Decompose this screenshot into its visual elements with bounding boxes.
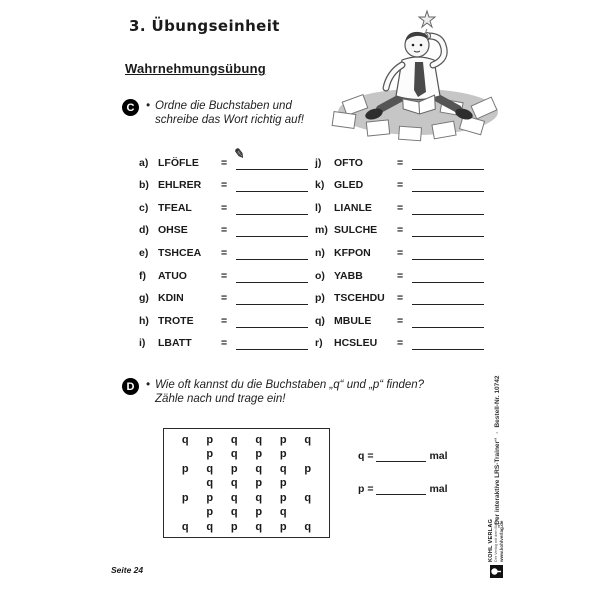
equals-sign: =: [397, 201, 404, 214]
item-label: r): [315, 337, 323, 350]
scrambled-letters: OFTO: [334, 156, 363, 169]
scramble-item: [139, 144, 308, 170]
scramble-item: [139, 260, 308, 283]
confused-student-illustration: [330, 8, 505, 143]
item-label: d): [139, 224, 149, 237]
item-label: a): [139, 156, 149, 169]
scramble-item: [315, 305, 484, 328]
equals-sign: =: [397, 224, 404, 237]
grid-letter: q: [230, 448, 238, 460]
grid-letter: p: [181, 462, 189, 475]
grid-letter: p: [206, 506, 214, 518]
grid-letter: p: [255, 477, 263, 489]
scrambled-letters: SULCHE: [334, 224, 378, 237]
equals-sign: =: [397, 314, 404, 327]
answer-blank[interactable]: [236, 292, 308, 305]
answer-blank[interactable]: [412, 292, 484, 305]
equals-sign: =: [221, 156, 228, 169]
grid-letter: q: [206, 520, 214, 533]
scramble-item: [315, 237, 484, 260]
equals-sign: =: [221, 201, 228, 214]
scramble-item: [139, 192, 308, 215]
page-number: Seite 24: [111, 565, 144, 575]
scrambled-letters: GLED: [334, 179, 364, 192]
scrambled-letters: KFPON: [334, 246, 371, 259]
equals-sign: =: [221, 292, 228, 305]
grid-letter: q: [279, 462, 287, 475]
scrambled-letters: MBULE: [334, 314, 372, 327]
separator: ·: [494, 431, 501, 434]
equals-sign: =: [397, 156, 404, 169]
item-label: m): [315, 224, 328, 237]
scrambled-letters: TSHCEA: [158, 246, 202, 259]
item-label: i): [139, 337, 146, 350]
grid-letter: p: [230, 520, 238, 533]
answer-unit: mal: [429, 483, 448, 495]
scramble-item: [139, 305, 308, 328]
grid-letter: p: [230, 462, 238, 475]
scramble-items-right: [315, 147, 484, 350]
scramble-item: [315, 192, 484, 215]
answer-unit: mal: [429, 450, 448, 462]
grid-letter: p: [255, 506, 263, 518]
grid-letter: p: [255, 448, 263, 460]
grid-letter: p: [279, 477, 287, 489]
grid-letter: q: [255, 491, 263, 504]
kohl-tree-icon: [490, 565, 503, 578]
equals-sign: =: [221, 314, 228, 327]
item-label: k): [315, 179, 325, 192]
item-label: l): [315, 201, 322, 214]
answer-blank[interactable]: [236, 202, 308, 215]
answer-blank[interactable]: [412, 337, 484, 350]
item-label: o): [315, 269, 325, 282]
scramble-item: [315, 215, 484, 238]
equals-sign: =: [221, 269, 228, 282]
scrambled-letters: TSCEHDU: [334, 292, 385, 305]
answer-blank[interactable]: [412, 247, 484, 260]
answer-label: p =: [358, 483, 374, 495]
grid-letter: q: [255, 520, 263, 533]
answer-blank[interactable]: [412, 179, 484, 192]
equals-sign: =: [221, 224, 228, 237]
grid-letter: q: [304, 491, 312, 504]
scrambled-letters: EHLRER: [158, 179, 202, 192]
scramble-item: [315, 170, 484, 193]
bullet: •: [146, 100, 151, 112]
grid-letter: p: [206, 491, 214, 504]
answer-blank[interactable]: [376, 483, 426, 495]
grid-letter: q: [181, 433, 189, 446]
answer-blank[interactable]: [236, 247, 308, 260]
instruction-line1: Ordne die Buchstaben und: [155, 100, 292, 112]
scrambled-letters: YABB: [334, 269, 363, 282]
qp-grid-row: [173, 448, 320, 460]
answer-blank[interactable]: [412, 157, 484, 170]
grid-letter: p: [279, 433, 287, 446]
answer-blank[interactable]: [236, 224, 308, 237]
equals-sign: =: [397, 292, 404, 305]
grid-letter: q: [255, 462, 263, 475]
qp-grid: [163, 428, 330, 538]
scramble-items-left: [139, 144, 308, 350]
qp-grid-row: [173, 434, 320, 446]
item-label: c): [139, 201, 149, 214]
equals-sign: =: [221, 179, 228, 192]
section-c-instruction: [146, 100, 304, 127]
item-label: h): [139, 314, 149, 327]
answer-blank[interactable]: [236, 270, 308, 283]
item-label: j): [315, 156, 322, 169]
bullet: •: [146, 379, 151, 391]
instruction-line1: Wie oft kannst du die Buchstaben „q“ und „p“ finden?: [155, 379, 425, 391]
scramble-item: [139, 170, 308, 193]
equals-sign: =: [397, 269, 404, 282]
scrambled-letters: LFÖFLE: [158, 156, 199, 169]
page-title: 3. Übungseinheit: [129, 17, 280, 35]
scramble-item: [139, 215, 308, 238]
answer-blank[interactable]: [412, 224, 484, 237]
publisher-url: www.kohlverlag.de: [498, 520, 504, 562]
qp-grid-row: [173, 463, 320, 475]
grid-letter: q: [230, 477, 238, 489]
scramble-item: [315, 147, 484, 170]
grid-letter: q: [206, 477, 214, 489]
equals-sign: =: [221, 337, 228, 350]
scramble-item: [139, 283, 308, 306]
pencil-icon: ✎: [233, 144, 246, 162]
item-label: q): [315, 314, 325, 327]
grid-letter: q: [181, 520, 189, 533]
scramble-item: [315, 328, 484, 351]
item-label: e): [139, 246, 149, 259]
grid-letter: q: [230, 433, 238, 446]
answer-blank[interactable]: [236, 315, 308, 328]
grid-letter: q: [279, 506, 287, 518]
grid-letter: q: [255, 433, 263, 446]
section-heading: Wahrnehmungsübung: [125, 61, 266, 76]
item-label: b): [139, 179, 149, 192]
item-label: n): [315, 246, 325, 259]
equals-sign: =: [397, 246, 404, 259]
publisher-tagline: Der Verlag mit dem Baum: [494, 518, 499, 562]
grid-letter: q: [230, 506, 238, 518]
grid-letter: p: [206, 448, 214, 460]
answer-blank[interactable]: [412, 202, 484, 215]
answer-label: q =: [358, 450, 374, 462]
grid-letter: p: [206, 433, 214, 446]
equals-sign: =: [397, 337, 404, 350]
scrambled-letters: ATUO: [158, 269, 187, 282]
equals-sign: =: [221, 246, 228, 259]
qp-grid-row: [173, 506, 320, 518]
section-d-instruction: [146, 379, 476, 406]
item-label: p): [315, 292, 325, 305]
grid-letter: p: [279, 448, 287, 460]
grid-letter: q: [304, 433, 312, 446]
order-number: Bestell-Nr. 10742: [494, 375, 501, 428]
item-label: f): [139, 269, 146, 282]
grid-letter: p: [279, 520, 287, 533]
star-icon: [419, 11, 435, 27]
scramble-item: [315, 283, 484, 306]
publisher-logo: [484, 506, 508, 578]
scrambled-letters: KDIN: [158, 292, 184, 305]
scrambled-letters: TFEAL: [158, 201, 192, 214]
scramble-item: [139, 237, 308, 260]
instruction-line2: schreibe das Wort richtig auf!: [155, 113, 304, 126]
qp-grid-row: [173, 492, 320, 504]
grid-letter: p: [181, 491, 189, 504]
grid-letter: q: [304, 520, 312, 533]
grid-letter: p: [279, 491, 287, 504]
section-d-badge: D: [122, 378, 139, 395]
grid-letter: p: [304, 462, 312, 475]
scrambled-letters: LIANLE: [334, 201, 372, 214]
qp-grid-row: [173, 521, 320, 533]
scramble-item: [315, 260, 484, 283]
answer-blank[interactable]: [376, 450, 426, 462]
answer-blank[interactable]: [236, 179, 308, 192]
scramble-item: [139, 328, 308, 351]
section-c-badge: C: [122, 99, 139, 116]
grid-letter: q: [230, 491, 238, 504]
answer-blank[interactable]: [233, 144, 308, 170]
scrambled-letters: TROTE: [158, 314, 194, 327]
instruction-line2: Zähle nach und trage ein!: [155, 392, 286, 405]
scrambled-letters: HCSLEU: [334, 337, 378, 350]
qp-grid-row: [173, 477, 320, 489]
scrambled-letters: LBATT: [158, 337, 192, 350]
answer-row-q: [358, 450, 448, 462]
publisher-name: KOHL VERLAG: [488, 518, 495, 562]
answer-row-p: [358, 483, 448, 495]
item-label: g): [139, 292, 149, 305]
series-title: „Der interaktive LRS-Trainer“: [494, 437, 501, 528]
answer-blank[interactable]: [412, 270, 484, 283]
answer-blank[interactable]: [412, 315, 484, 328]
answer-blank[interactable]: [236, 337, 308, 350]
scrambled-letters: OHSE: [158, 224, 188, 237]
grid-letter: q: [206, 462, 214, 475]
equals-sign: =: [397, 179, 404, 192]
